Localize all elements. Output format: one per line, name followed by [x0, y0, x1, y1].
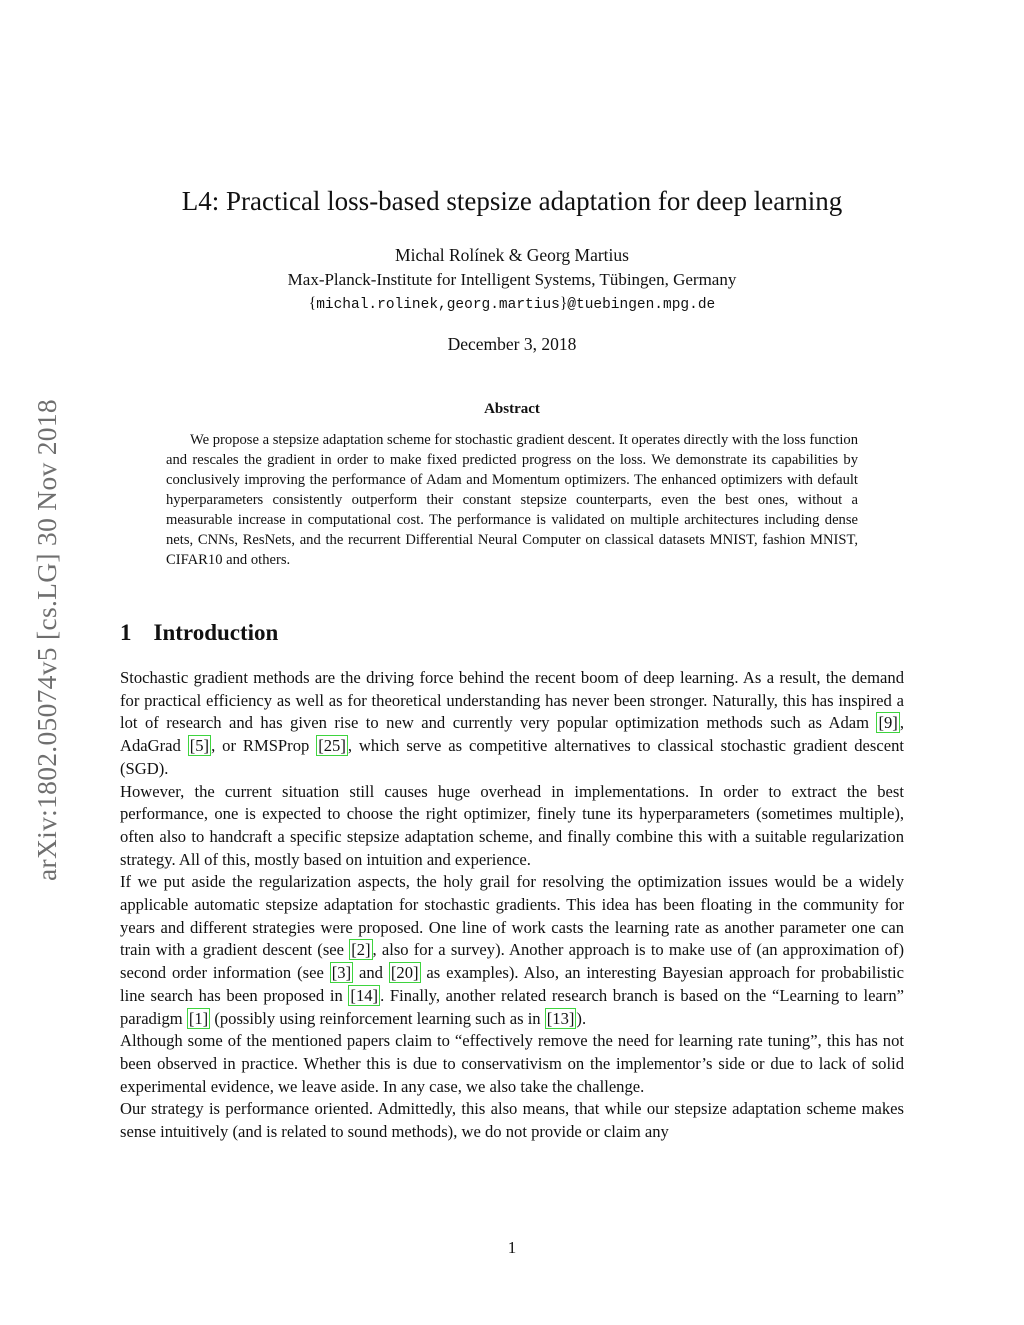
paragraph-text: ). — [576, 1008, 587, 1028]
citation-link[interactable]: [1] — [188, 1008, 209, 1028]
affiliation: Max-Planck-Institute for Intelligent Systems, Tübingen, Germany — [287, 270, 737, 289]
section-number: 1 — [120, 620, 132, 645]
section-heading-introduction — [120, 620, 278, 646]
paragraph-text: , or RMSProp — [211, 736, 317, 756]
paragraph-text: If we put aside the regularization aspects, the holy grail for resolving the optimization issues would be a widely applicable automatic stepsize adaptation for stochastic gradients. This idea has been floating in the community for years and different strategies were proposed. One line of work casts the learning rate as another parameter one can train with a gradient descent (see — [120, 872, 904, 960]
author-names: Michal Rolínek & Georg Martius — [395, 245, 629, 265]
citation-link[interactable]: [25] — [318, 736, 346, 756]
citation-link[interactable]: [5] — [189, 736, 210, 756]
section-title: Introduction — [153, 620, 279, 645]
citation-link[interactable]: [9] — [878, 713, 898, 733]
paragraph-text: Stochastic gradient methods are the driving force behind the recent boom of deep learning. As a result, the demand for practical efficiency as well as for theoretical understanding has never been stronger. Naturally, this has inspired a lot of research and has given rise to new and currently very popular optimization methods such as Adam — [120, 668, 904, 733]
paragraph-text: , which serve as competitive alternatives to classical stochastic gradient descent (SGD). — [120, 736, 904, 778]
email-open-brace: { — [308, 295, 317, 312]
citation-link[interactable]: [20] — [390, 963, 419, 983]
introduction-body — [120, 667, 904, 1144]
paragraph-text: . Finally, another related research branch is based on the “Learning to learn” paradigm — [120, 985, 904, 1028]
abstract-heading: Abstract — [484, 401, 540, 417]
arxiv-identifier: arXiv:1802.05074v5 [cs.LG] 30 Nov 2018 — [31, 399, 62, 881]
citation-link[interactable]: [3] — [331, 963, 352, 983]
paragraph-text: as examples). Also, an interesting Bayesian approach for probabilistic line search has been proposed in — [120, 963, 904, 1005]
paragraph-text: (possibly using reinforcement learning such as in — [210, 1008, 545, 1028]
paragraph-3 — [120, 871, 904, 1030]
paper-date: December 3, 2018 — [447, 334, 577, 354]
abstract-text: We propose a stepsize adaptation scheme for stochastic gradient descent. It operates directly with the loss function and rescales the gradient in order to make fixed predicted progress on the loss. We demonstrate its capabilities by conclusively improving the performance of Adam and Momentum optimizers. The enhanced optimizers with default hyperparameters consistently outperform their constant stepsize counterparts, even the best ones, without a measurable increase in computational cost. The performance is validated on multiple architectures including dense nets, CNNs, ResNets, and the recurrent Differential Neural Computer on classical datasets MNIST, fashion MNIST, CIFAR10 and others. — [166, 432, 858, 568]
paragraph-5: Our strategy is performance oriented. Admittedly, this also means, that while our stepsize adaptation scheme makes sense intuitively (and is related to sound methods), we do not provide or claim any — [120, 1099, 904, 1142]
paragraph-2: However, the current situation still causes huge overhead in implementations. In order to extract the best performance, one is expected to choose the right optimizer, finely tune its hyperparameters (sometimes multiple), often also to handcraft a specific stepsize adaptation scheme, and finally combine this with a suitable regularization strategy. All of this, mostly based on intuition and experience. — [120, 781, 904, 869]
paragraph-text: , also for a survey). Another approach is to make use of (an approximation of) second order information (see — [120, 940, 904, 983]
paper-title: L4: Practical loss-based stepsize adaptation for deep learning — [181, 186, 843, 216]
citation-link[interactable]: [14] — [350, 985, 379, 1005]
email-close-brace: } — [559, 295, 568, 312]
page-number: 1 — [507, 1238, 517, 1257]
paragraph-text: and — [353, 963, 389, 983]
paragraph-4: Although some of the mentioned papers claim to “effectively remove the need for learning rate tuning”, this has not been observed in practice. Whether this is due to conservativism on the implementor’s side or due to lack of solid experimental evidence, we leave aside. In any case, we also take the challenge. — [120, 1031, 904, 1096]
author-emails[interactable] — [0, 295, 1024, 313]
paragraph-1 — [120, 667, 904, 781]
citation-link[interactable]: [13] — [546, 1008, 575, 1028]
email-users: michal.rolinek,georg.martius — [316, 297, 560, 313]
citation-link[interactable]: [2] — [351, 940, 371, 960]
email-domain: @tuebingen.mpg.de — [567, 297, 716, 313]
paragraph-text: , AdaGrad — [120, 713, 904, 756]
